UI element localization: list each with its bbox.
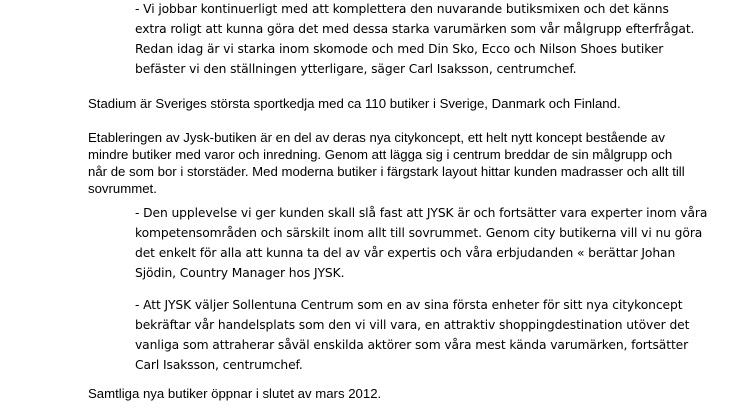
text-line: Samtliga nya butiker öppnar i slutet av mars 2012. <box>88 386 382 401</box>
text-line: sovrummet. <box>88 181 157 196</box>
text-line: extra roligt att kunna göra det med dessa starka varumärken som vår målgrupp efterfrågat. <box>135 22 695 36</box>
text-line: når de som bor i storstäder. Med moderna butiker i färgstark layout hittar kunden madrasser och allt till <box>88 164 685 179</box>
text-line: Stadium är Sveriges största sportkedja med ca 110 butiker i Sverige, Danmark och Finland. <box>88 96 621 111</box>
quote-carl-isaksson-2 <box>135 295 689 375</box>
paragraph-stadium <box>88 95 621 112</box>
paragraph-jysk-concept <box>88 129 685 197</box>
text-line: vanliga som attraherar såväl enskilda aktörer som våra mest kända varumärken, fortsätter <box>135 338 689 352</box>
text-line: - Att JYSK väljer Sollentuna Centrum som en av sina första enheter för sitt nya citykoncept <box>135 298 683 312</box>
paragraph-closing <box>88 385 381 402</box>
text-line: bekräftar vår handelsplats som den vi vill vara, en attraktiv shoppingdestination utöver det <box>135 318 690 332</box>
text-line: befäster vi den ställningen ytterligare, säger Carl Isaksson, centrumchef. <box>135 62 577 76</box>
text-line: - Den upplevelse vi ger kunden skall slå fast att JYSK är och fortsätter vara experter inom våra <box>135 206 708 220</box>
text-line: Carl Isaksson, centrumchef. <box>135 358 303 372</box>
text-line: mindre butiker med varor och inredning. Genom att lägga sig i centrum breddar de sin målgrupp och <box>88 147 673 162</box>
text-line: Etableringen av Jysk-butiken är en del av deras nya citykoncept, ett helt nytt koncept bestående av <box>88 130 665 145</box>
text-line: Sjödin, Country Manager hos JYSK. <box>135 266 345 280</box>
text-line: kompetensområden och särskilt inom allt till sovrummet. Genom city butikerna vill vi nu göra <box>135 226 703 240</box>
text-line: det enkelt för alla att kunna ta del av vår expertis och våra erbjudanden « berättar Johan <box>135 246 676 260</box>
quote-johan-sjodin <box>135 203 707 283</box>
text-line: Redan idag är vi starka inom skomode och med Din Sko, Ecco och Nilson Shoes butiker <box>135 42 664 56</box>
quote-carl-isaksson-1 <box>135 0 694 79</box>
text-line: - Vi jobbar kontinuerligt med att komplettera den nuvarande butiksmixen och det känns <box>135 2 669 16</box>
